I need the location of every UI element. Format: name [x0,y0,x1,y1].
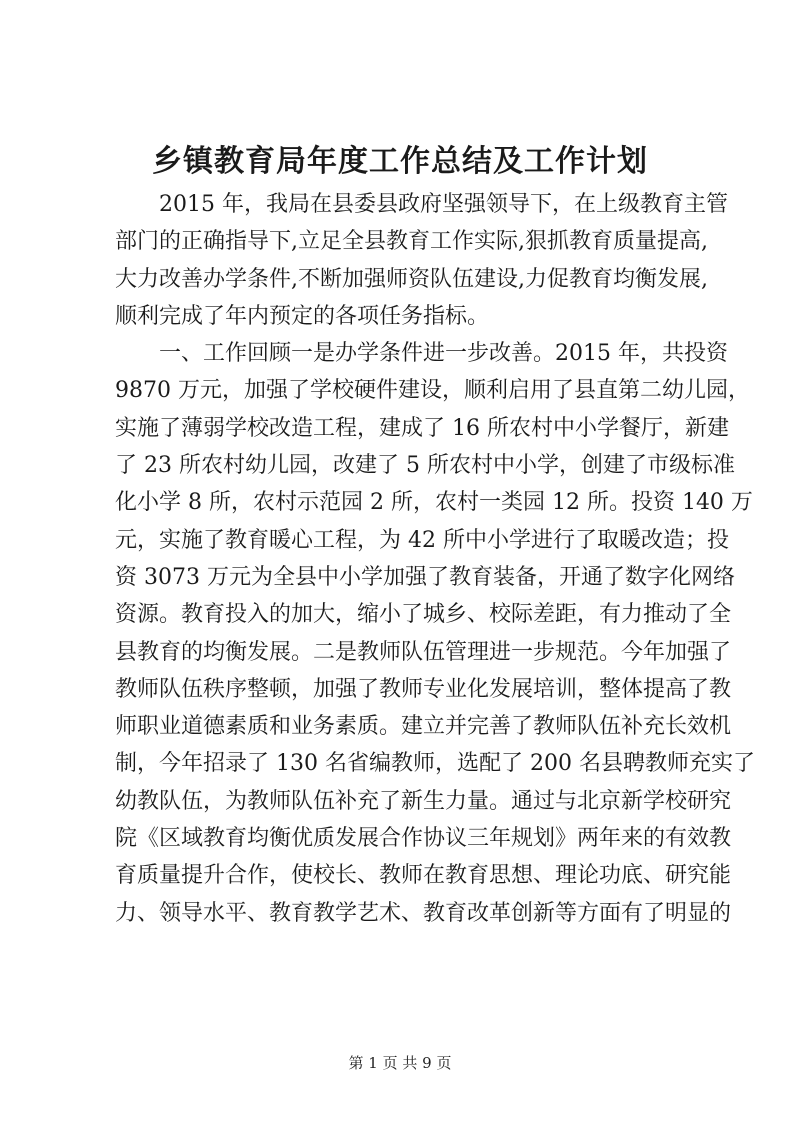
document-body [115,186,755,932]
body-line: 师职业道德素质和业务素质。建立并完善了教师队伍补充长效机 [115,714,732,740]
body-line: 教师队伍秩序整顿，加强了教师专业化发展培训，整体提高了教 [115,676,732,702]
body-line: 资 3073 万元为全县中小学加强了教育装备，开通了数字化网络 [115,564,735,590]
body-line: 大力改善办学条件,不断加强师资队伍建设,力促教育均衡发展, [115,266,708,292]
body-line: 县教育的均衡发展。二是教师队伍管理进一步规范。今年加强了 [115,639,732,665]
body-line: 育质量提升合作，使校长、教师在教育思想、理论功底、研究能 [115,863,732,889]
body-line: 制，今年招录了 130 名省编教师，选配了 200 名县聘教师充实了 [115,751,755,777]
body-line: 2015 年，我局在县委县政府坚强领导下，在上级教育主管 [115,192,728,217]
body-line: 元，实施了教育暖心工程，为 42 所中小学进行了取暖改造；投 [115,527,729,553]
body-line: 一、工作回顾一是办学条件进一步改善。2015 年，共投资 [115,341,728,367]
page-number-footer: 第 1 页 共 9 页 [348,1054,452,1072]
body-line: 部门的正确指导下,立足全县教育工作实际,狠抓教育质量提高, [115,229,708,255]
body-line: 力、领导水平、教育教学艺术、教育改革创新等方面有了明显的 [115,900,732,926]
body-line: 实施了薄弱学校改造工程，建成了 16 所农村中小学餐厅，新建 [115,415,729,441]
body-line: 顺利完成了年内预定的各项任务指标。 [115,303,490,329]
body-line: 院《区域教育均衡优质发展合作协议三年规划》两年来的有效教 [115,826,732,852]
body-line: 幼教队伍，为教师队伍补充了新生力量。通过与北京新学校研究 [115,788,732,814]
body-line: 化小学 8 所，农村示范园 2 所，农村一类园 12 所。投资 140 万 [115,490,753,516]
body-line: 资源。教育投入的加大，缩小了城乡、校际差距，有力推动了全 [115,602,732,628]
body-line: 了 23 所农村幼儿园，改建了 5 所农村中小学，创建了市级标准 [115,453,735,479]
document-title: 乡镇教育局年度工作总结及工作计划 [152,144,648,179]
body-line: 9870 万元，加强了学校硬件建设，顺利启用了县直第二幼儿园， [115,378,750,404]
